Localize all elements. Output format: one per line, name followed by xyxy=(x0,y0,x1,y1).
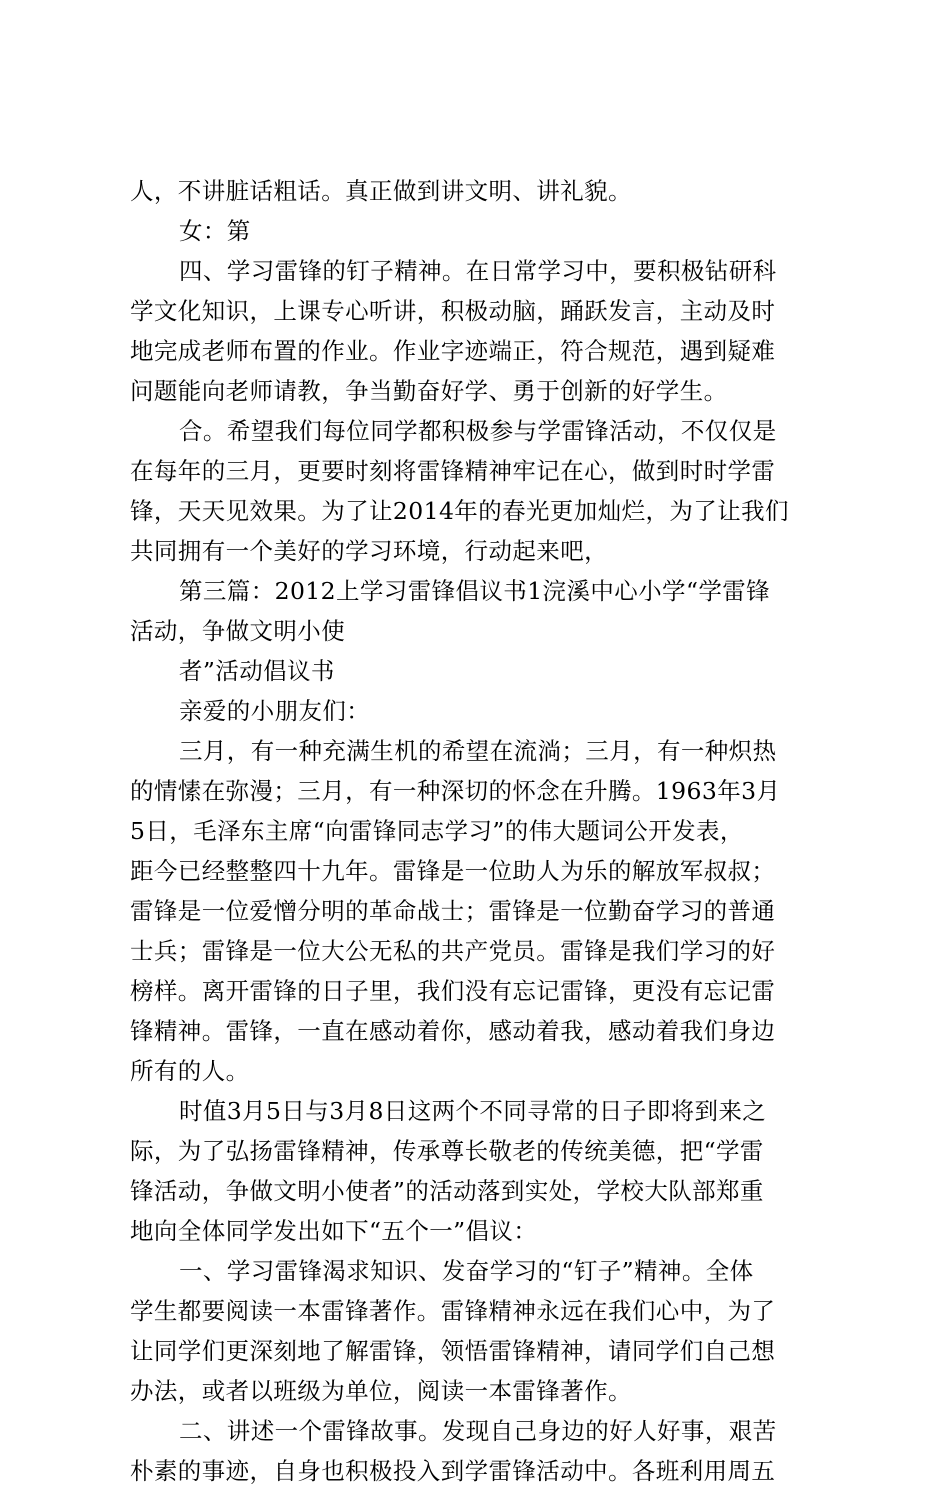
text-line: 问题能向老师请教，争当勤奋好学、勇于创新的好学生。 xyxy=(130,377,728,405)
text-line: 在每年的三月，更要时刻将雷锋精神牢记在心，做到时时学雷 xyxy=(130,457,776,485)
text-line: 所有的人。 xyxy=(130,1057,250,1085)
text-line: 亲爱的小朋友们： xyxy=(179,697,371,725)
text-line: 共同拥有一个美好的学习环境，行动起来吧， xyxy=(130,537,608,565)
text-line: 四、学习雷锋的钉子精神。在日常学习中，要积极钻研科 xyxy=(179,257,777,285)
text-line: 的情愫在弥漫；三月，有一种深切的怀念在升腾。1963年3月 xyxy=(130,777,781,805)
text-line: 女：第 xyxy=(179,217,251,245)
text-line: 距今已经整整四十九年。雷锋是一位助人为乐的解放军叔叔； xyxy=(130,857,776,885)
text-line: 际，为了弘扬雷锋精神，传承尊长敬老的传统美德，把“学雷 xyxy=(130,1137,764,1165)
text-line: 榜样。离开雷锋的日子里，我们没有忘记雷锋，更没有忘记雷 xyxy=(130,977,776,1005)
text-line: 锋活动，争做文明小使者”的活动落到实处，学校大队部郑重 xyxy=(130,1177,764,1205)
text-line: 第三篇：2012上学习雷锋倡议书1浣溪中心小学“学雷锋 xyxy=(179,577,771,605)
text-line: 二、讲述一个雷锋故事。发现自己身边的好人好事，艰苦 xyxy=(179,1417,777,1445)
text-line: 合。希望我们每位同学都积极参与学雷锋活动，不仅仅是 xyxy=(179,417,777,445)
text-line: 让同学们更深刻地了解雷锋，领悟雷锋精神，请同学们自己想 xyxy=(130,1337,776,1365)
text-line: 三月，有一种充满生机的希望在流淌；三月，有一种炽热 xyxy=(179,737,777,765)
text-line: 锋精神。雷锋，一直在感动着你，感动着我，感动着我们身边 xyxy=(130,1017,776,1045)
text-line: 者”活动倡议书 xyxy=(179,657,335,685)
text-line: 时值3月5日与3月8日这两个不同寻常的日子即将到来之 xyxy=(179,1097,767,1125)
text-line: 学生都要阅读一本雷锋著作。雷锋精神永远在我们心中，为了 xyxy=(130,1297,776,1325)
text-line: 锋，天天见效果。为了让2014年的春光更加灿烂，为了让我们 xyxy=(130,497,789,525)
text-line: 学文化知识，上课专心听讲，积极动脑，踊跃发言，主动及时 xyxy=(130,297,776,325)
text-line: 一、学习雷锋渴求知识、发奋学习的“钉子”精神。全体 xyxy=(179,1257,754,1285)
text-line: 办法，或者以班级为单位，阅读一本雷锋著作。 xyxy=(130,1377,632,1405)
document-body xyxy=(130,171,830,1491)
text-line: 雷锋是一位爱憎分明的革命战士；雷锋是一位勤奋学习的普通 xyxy=(130,897,776,925)
text-line: 活动，争做文明小使 xyxy=(130,617,346,645)
text-line: 人，不讲脏话粗话。真正做到讲文明、讲礼貌。 xyxy=(130,177,632,205)
text-line: 士兵；雷锋是一位大公无私的共产党员。雷锋是我们学习的好 xyxy=(130,937,776,965)
text-line: 5日，毛泽东主席“向雷锋同志学习”的伟大题词公开发表， xyxy=(130,817,744,845)
text-line: 朴素的事迹，自身也积极投入到学雷锋活动中。各班利用周五 xyxy=(130,1457,776,1485)
text-line: 地向全体同学发出如下“五个一”倡议： xyxy=(130,1217,538,1245)
text-line: 地完成老师布置的作业。作业字迹端正，符合规范，遇到疑难 xyxy=(130,337,776,365)
